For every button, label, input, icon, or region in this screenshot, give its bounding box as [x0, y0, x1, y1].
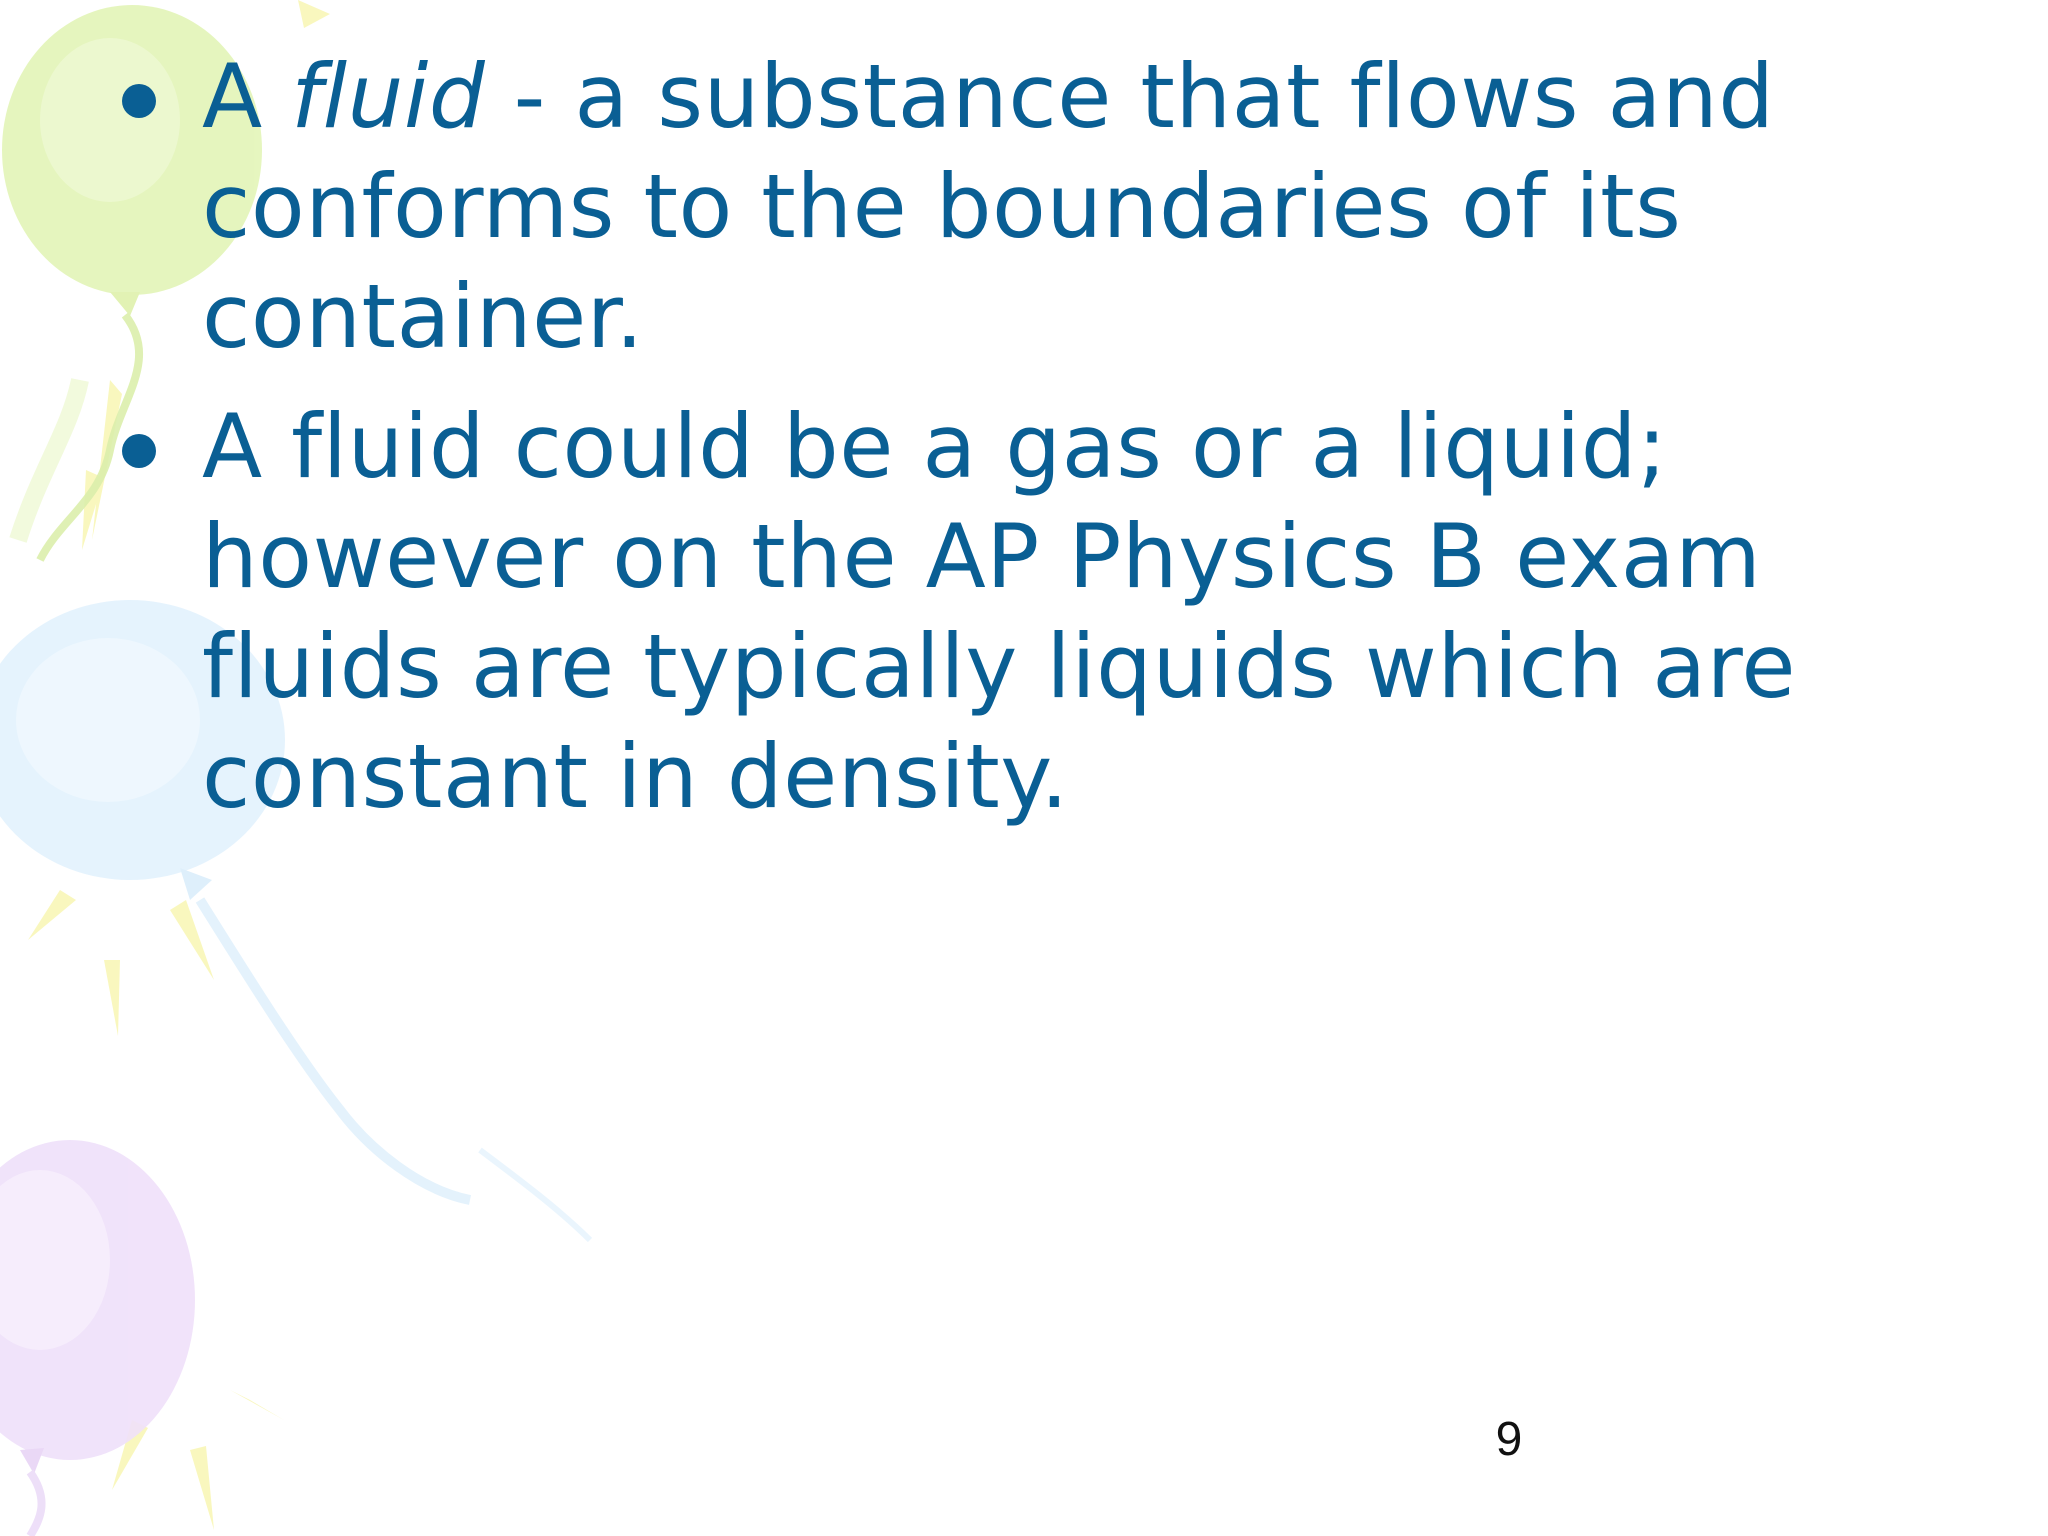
bullet-prefix: A	[202, 45, 292, 148]
bullet-icon	[122, 434, 156, 468]
bullet-icon	[122, 84, 156, 118]
purple-balloon	[0, 1140, 195, 1536]
bullet-text: A fluid could be a gas or a liquid; however on the AP Physics B exam fluids are typically liquids which are constant in density.	[202, 395, 1797, 828]
slide-body	[120, 42, 1880, 852]
emphasized-term: fluid	[291, 45, 486, 148]
page-number: 9	[1495, 1413, 1523, 1466]
bullet-text: - a substance that flows and conforms to the boundaries of its container.	[202, 45, 1775, 368]
bullet-item-fluid-definition	[120, 42, 1880, 372]
bullet-item-fluid-types	[120, 392, 1880, 832]
